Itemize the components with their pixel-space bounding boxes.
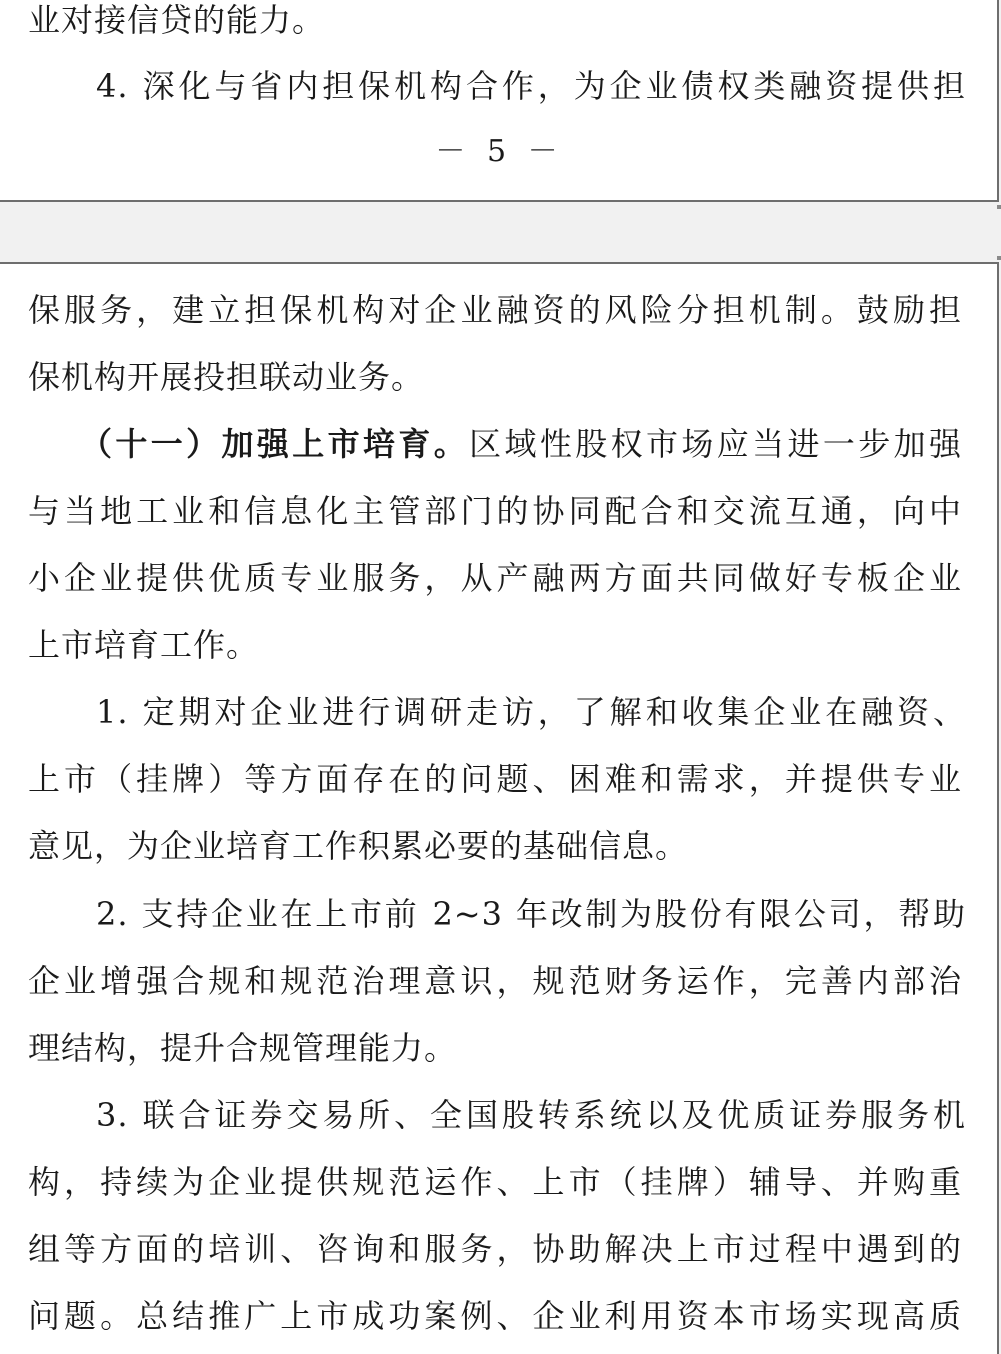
- body-text-line: 业对接信贷的能力。: [28, 1, 326, 39]
- body-text-line: 构，持续为企业提供规范运作、上市（挂牌）辅导、并购重: [28, 1163, 962, 1201]
- document-page-top: [0, 0, 999, 202]
- body-text-line: 保机构开展投担联动业务。: [28, 358, 425, 396]
- body-text-line: 上市培育工作。: [28, 626, 260, 664]
- section-paragraph-line: [80, 424, 962, 464]
- page-edge-mark: [997, 256, 1001, 260]
- body-text-line: 保服务，建立担保机构对企业融资的风险分担机制。鼓励担: [28, 291, 962, 329]
- body-text-line: 上市（挂牌）等方面存在的问题、困难和需求，并提供专业: [28, 760, 962, 798]
- body-text-line: 问题。总结推广上市成功案例、企业利用资本市场实现高质: [28, 1297, 962, 1335]
- document-page-bottom: [0, 262, 999, 1354]
- body-text-line: 小企业提供优质专业服务，从产融两方面共同做好专板企业: [28, 559, 962, 597]
- body-text-line: 3. 联合证券交易所、全国股转系统以及优质证券服务机: [96, 1096, 966, 1134]
- body-text-line: 与当地工业和信息化主管部门的协同配合和交流互通，向中: [28, 492, 962, 530]
- body-text-line: 1. 定期对企业进行调研走访，了解和收集企业在融资、: [96, 693, 966, 731]
- body-text-line: 企业增强合规和规范治理意识，规范财务运作，完善内部治: [28, 962, 962, 1000]
- body-text-line: 组等方面的培训、咨询和服务，协助解决上市过程中遇到的: [28, 1230, 962, 1268]
- body-text-line: 4. 深化与省内担保机构合作，为企业债权类融资提供担: [96, 67, 966, 105]
- page-edge-mark: [997, 205, 1001, 209]
- body-text-line: 意见，为企业培育工作积累必要的基础信息。: [28, 827, 689, 865]
- section-heading-continuation: 区域性股权市场应当进一步加强: [469, 425, 962, 463]
- body-text-line: 2. 支持企业在上市前 2~3 年改制为股份有限公司，帮助: [96, 895, 966, 933]
- section-heading: （十一）加强上市培育。: [80, 425, 470, 463]
- page-number: － 5 －: [435, 134, 564, 169]
- body-text-line: 理结构，提升合规管理能力。: [28, 1029, 458, 1067]
